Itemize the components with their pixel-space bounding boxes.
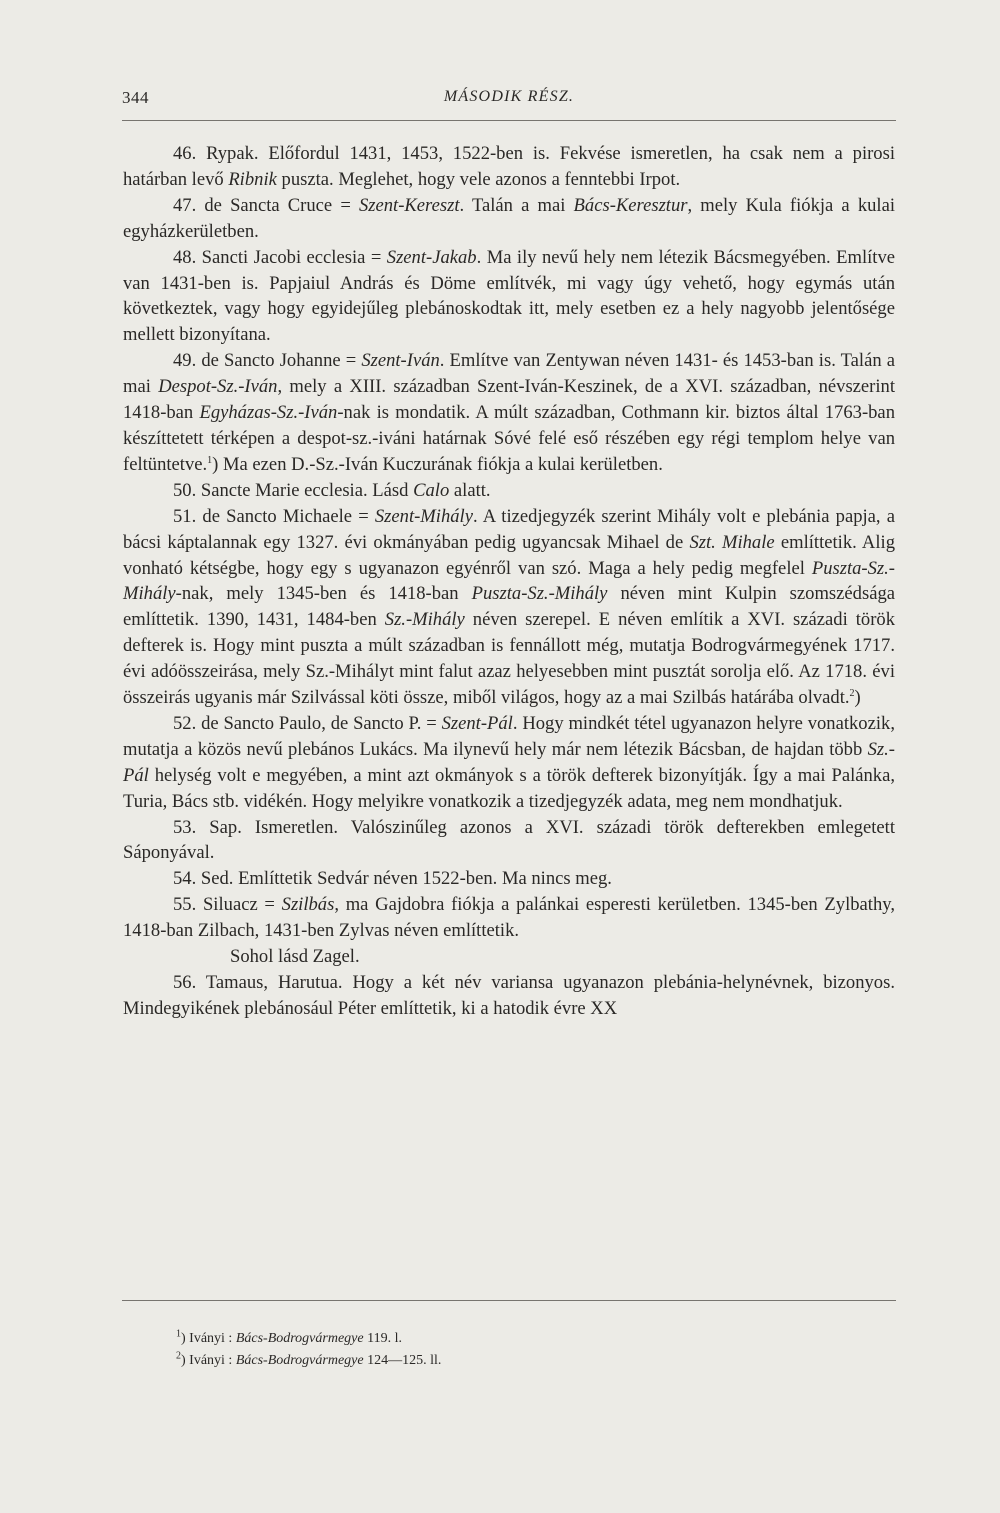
footnotes [176,1328,876,1372]
paragraph-p46 [123,141,895,193]
text-run: említtetik. Alig vonható kétségbe, hogy egy s ugyanazon egyénről van szó. Maga a hely pedig megfelel [123,531,895,579]
footnote-marker: 2 [849,687,855,699]
paragraph-p51 [123,504,895,711]
italic-text-run: Bács-Keresztur [573,194,688,216]
italic-text-run: Calo [413,479,450,501]
text-run: puszta. Meglehet, hogy vele azonos a fenntebbi Irpot. [276,168,681,190]
italic-text-run: Sz.-Pál [123,738,895,786]
paragraph-p53 [123,815,895,867]
text-run: 56. Tamaus, Harutua. Hogy a két név variansa ugyanazon plebánia-helynévnek, bizonyos. Mindegyikének plebánosául Péter említtetik, ki a hatodik évre XX [123,972,895,1019]
text-run: ) [854,687,861,709]
text-run: 46. Rypak. Előfordul 1431, 1453, 1522-ben is. Fekvése ismeretlen, ha csak nem a pirosi határban levő [123,143,895,190]
text-run: 52. de Sancto Paulo, de Sancto P. = [173,712,442,734]
footnote-fn1 [176,1328,876,1350]
paragraph-p56 [123,970,895,1022]
text-run: 47. de Sancta Cruce = [173,194,359,216]
footnote-marker: 2 [176,1350,181,1362]
paragraph-p49 [123,348,895,478]
text-run: -nak, mely 1345-ben és 1418-ban [175,583,472,605]
italic-text-run: Szent-Mihály [374,505,473,527]
text-run: . Hogy mindkét tétel ugyanazon helyre vonatkozik, mutatja a közös nevű plebános Lukács. Ma ilynevű hely már nem létezik Bácsban, de hajdan több [123,712,895,760]
text-run: . Említve van Zentywan néven 1431- és 1453-ban is. Talán a mai [123,350,895,398]
page-header [122,88,896,118]
text-run: , mely Kula fiókja a kulai egyházkerületben. [123,194,895,242]
italic-text-run: Szt. Mihale [689,531,775,553]
italic-text-run: Puszta-Sz.-Mihály [471,583,608,605]
paragraph-p48 [123,245,895,349]
footnote-rule [122,1300,896,1301]
text-run: , ma Gajdobra fiókja a palánkai esperesti kerületben. 1345-ben Zylbathy, 1418-ban Zilbach, 1431-ben Zylvas néven említtetik. [123,894,895,942]
text-run: ) Ma ezen D.-Sz.-Iván Kuczurának fiókja a kulai kerületben. [212,453,663,475]
footnote-marker: 1 [176,1328,181,1340]
paragraph-p52 [123,711,895,815]
text-run: 49. de Sancto Johanne = [173,350,362,372]
running-head: MÁSODIK RÉSZ. [443,88,575,105]
text-run: ) Iványi : [181,1331,236,1346]
text-run: -nak is mondatik. A múlt században, Cothmann kir. biztos által 1763-ban készíttetett térképen a despot-sz.-iváni határnak Sóvé felé eső részében egy régi templom helye van feltüntetve. [123,402,895,475]
italic-text-run: Egyházas-Sz.-Iván [199,402,338,424]
text-run: 54. Sed. Említtetik Sedvár néven 1522-ben. Ma nincs meg. [173,868,612,890]
text-run: . Ma ily nevű hely nem létezik Bácsmegyében. Említve van 1431-ben is. Papjaiul András és Döme említvék, mi vagy úgy vehető, hogy egymás után következtek, vagy hogy egyidejűleg plebánoskodtak itt, mely esetben ez a hely nagyobb jelentősége mellett bizonyítana. [123,246,896,346]
text-run: 53. Sap. Ismeretlen. Valószinűleg azonos a XVI. századi török defterekben emlegetett Sáponyával. [123,816,895,864]
text-run: alatt. [449,479,491,501]
italic-text-run: Bács-Bodrogvármegye [235,1331,364,1346]
paragraph-p55 [123,892,895,944]
header-rule [122,120,896,121]
text-run: 124—125. ll. [363,1353,442,1368]
paragraph-p55b [123,944,895,970]
italic-text-run: Szent-Pál [441,712,513,734]
text-run: 48. Sancti Jacobi ecclesia = [173,246,387,268]
text-run: 119. l. [363,1331,402,1346]
text-run: . A tizedjegyzék szerint Mihály volt e plebánia papja, a bácsi káptalannak egy 1327. évi okmányában pedig ugyancsak Mihael de [123,505,895,553]
text-run: 50. Sancte Marie ecclesia. Lásd [173,479,414,501]
footnote-fn2 [176,1350,876,1372]
italic-text-run: Sz.-Mihály [384,609,465,631]
italic-text-run: Szent-Kereszt [358,194,460,216]
text-run: , mely a XIII. században Szent-Iván-Keszinek, de a XVI. században, névszerint 1418-ban [123,376,896,424]
text-run: ) Iványi : [181,1353,236,1368]
text-run: helység volt e megyében, a mint azt okmányok s a török defterek bizonyítják. Így a mai Palánka, Turia, Bács stb. vidékén. Hogy melyikre vonatkozik a tizedjegyzék adata, meg nem mondhatjuk. [123,764,895,812]
page-number: 344 [122,88,149,107]
paragraph-p50 [123,478,895,504]
text-run: 51. de Sancto Michaele = [173,505,375,527]
paragraph-p47 [123,193,895,245]
text-run: néven szerepel. E néven említik a XVI. századi török defterek is. Hogy mint puszta a múlt században is fennállott még, mutatja Bodrogvármegyének 1717. évi adóösszeirása, mely Sz.-Mihályt mint falut azaz helyesebben mint pusztát sorolja elő. Az 1718. évi összeirás ugyanis már Szilvással köti össze, miből világos, hogy az a mai Szilbás határába olvadt. [123,609,895,709]
italic-text-run: Ribnik [228,168,277,190]
text-run: . Talán a mai [459,194,574,216]
paragraph-p54 [123,866,895,892]
italic-text-run: Despot-Sz.-Iván [158,376,278,398]
body-text [123,141,895,1022]
text-run: Sohol lásd Zagel. [230,946,360,968]
italic-text-run: Szent-Jakab [386,246,477,268]
text-run: néven mint Kulpin szomszédsága említtetik. 1390, 1431, 1484-ben [123,583,895,631]
italic-text-run: Szent-Iván [361,350,440,372]
text-run: 55. Siluacz = [173,894,282,916]
italic-text-run: Bács-Bodrogvármegye [235,1353,364,1368]
italic-text-run: Puszta-Sz.-Mihály [123,557,895,605]
italic-text-run: Szilbás [281,894,335,916]
footnote-marker: 1 [207,454,213,466]
